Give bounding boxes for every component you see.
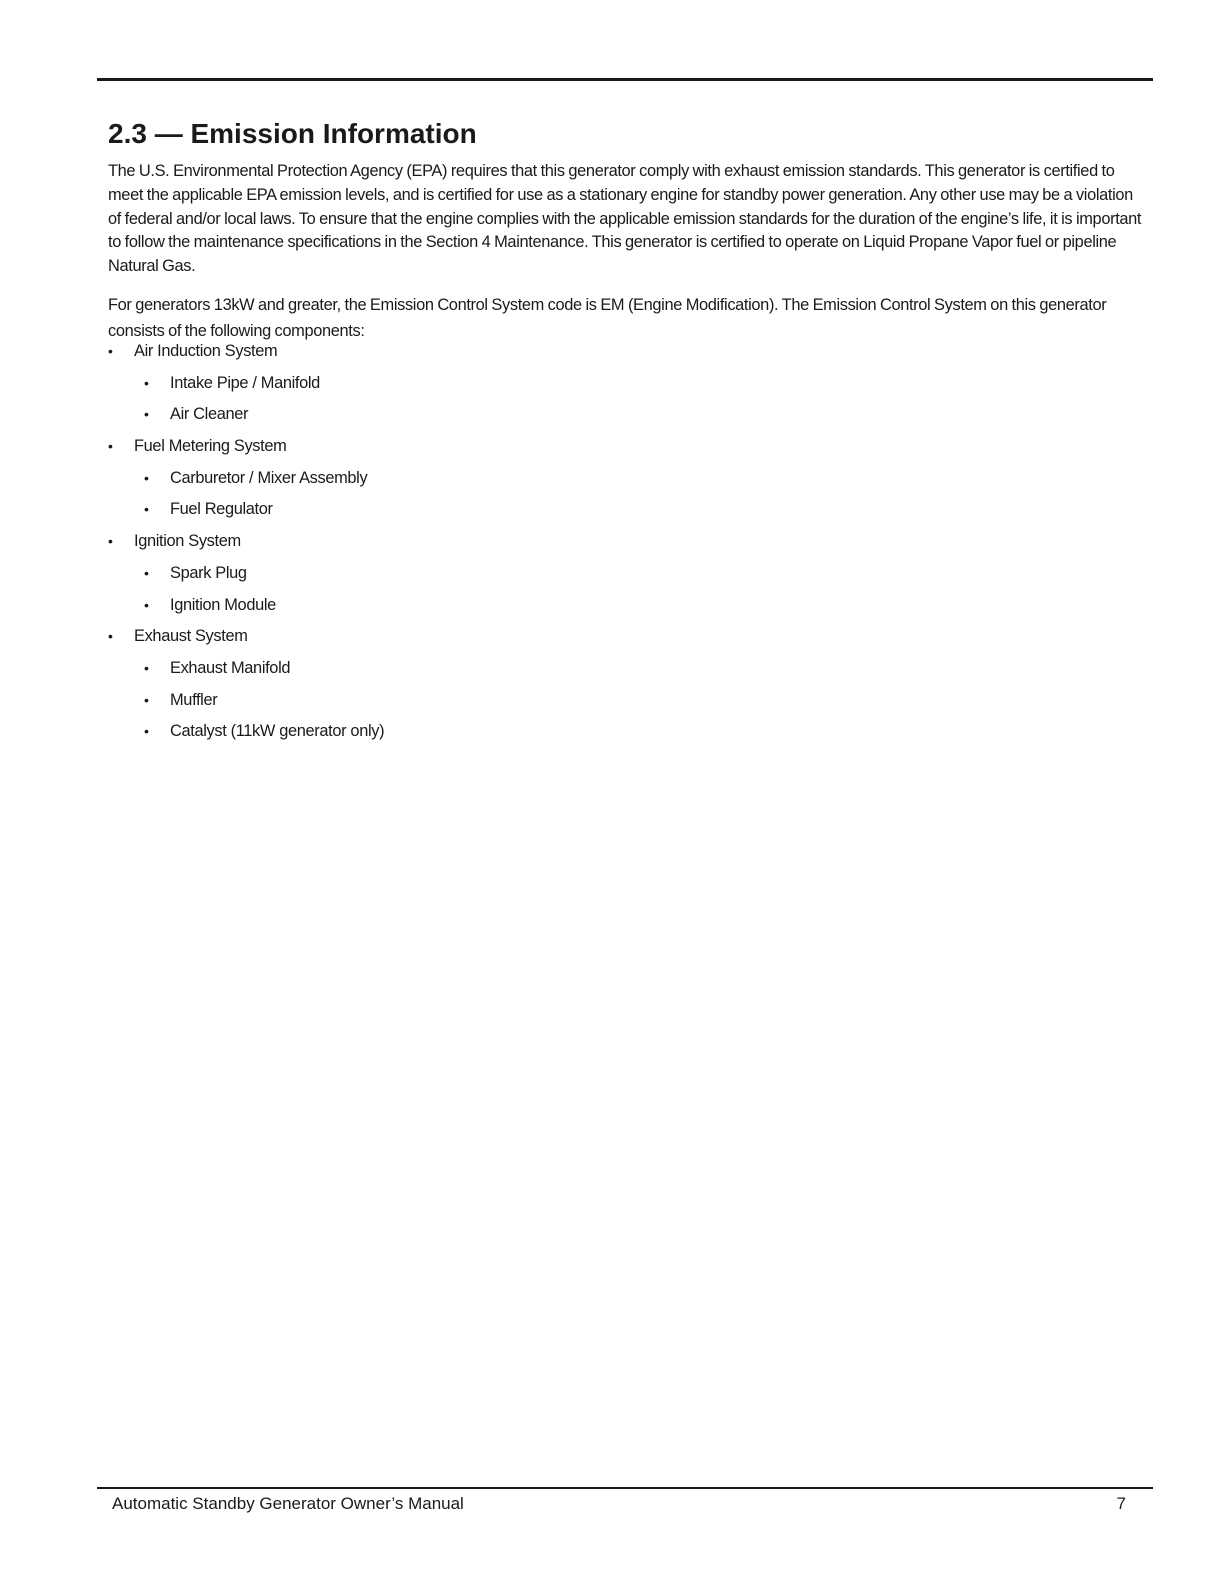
system-label: Air Induction System bbox=[134, 342, 278, 360]
component-label: Ignition Module bbox=[170, 595, 276, 614]
bullet-icon: • bbox=[144, 469, 149, 486]
bullet-icon: • bbox=[108, 438, 113, 455]
bullet-icon: • bbox=[108, 628, 113, 645]
component-item bbox=[108, 402, 808, 434]
component-label: Intake Pipe / Manifold bbox=[170, 373, 320, 392]
component-label: Fuel Regulator bbox=[170, 500, 273, 519]
bullet-icon: • bbox=[144, 596, 149, 613]
bullet-icon: • bbox=[108, 343, 113, 359]
bullet-icon: • bbox=[144, 691, 149, 708]
footer-rule bbox=[97, 1487, 1153, 1489]
component-label: Catalyst (11kW generator only) bbox=[170, 722, 385, 741]
system-label: Exhaust System bbox=[134, 627, 248, 646]
bullet-icon: • bbox=[144, 723, 149, 740]
component-item bbox=[108, 466, 808, 498]
component-label: Muffler bbox=[170, 690, 218, 709]
bullet-icon: • bbox=[108, 533, 113, 550]
system-label: Ignition System bbox=[134, 532, 241, 551]
component-item bbox=[108, 656, 808, 688]
component-label: Spark Plug bbox=[170, 563, 247, 582]
emission-components-list bbox=[108, 339, 808, 751]
section-title: 2.3 — Emission Information bbox=[108, 118, 477, 149]
system-label: Fuel Metering System bbox=[134, 437, 287, 456]
component-item bbox=[108, 719, 808, 751]
component-label: Air Cleaner bbox=[170, 405, 249, 424]
component-item bbox=[108, 497, 808, 529]
bullet-icon: • bbox=[144, 501, 149, 518]
system-item bbox=[108, 339, 808, 371]
page-number: 7 bbox=[1116, 1494, 1126, 1513]
component-item bbox=[108, 371, 808, 403]
bullet-icon: • bbox=[144, 374, 149, 391]
system-item bbox=[108, 624, 808, 656]
bullet-icon: • bbox=[144, 564, 149, 581]
bullet-icon: • bbox=[144, 659, 149, 676]
bullet-icon: • bbox=[144, 406, 149, 423]
intro-paragraph: The U.S. Environmental Protection Agency (EPA) requires that this generator comply with exhaust emission standards. This generator is certified to meet the applicable EPA emission levels, and is certified for use as a stationary engine for standby power generation. Any other use may be a violation of federal and/or local laws. To ensure that the engine complies with the applicable emission standards for the duration of the engine’s life, it is important to follow the maintenance specifications in the Section 4 Maintenance. This generator is certified to operate on Liquid Propane Vapor fuel or pipeline Natural Gas. bbox=[108, 162, 1142, 276]
component-label: Exhaust Manifold bbox=[170, 658, 291, 677]
emission-control-paragraph: For generators 13kW and greater, the Emission Control System code is EM (Engine Modification). The Emission Control System on this generator consists of the following components: bbox=[108, 296, 1107, 340]
component-label: Carburetor / Mixer Assembly bbox=[170, 468, 368, 487]
system-item bbox=[108, 434, 808, 466]
system-item bbox=[108, 529, 808, 561]
component-item bbox=[108, 561, 808, 593]
component-item bbox=[108, 593, 808, 625]
component-item bbox=[108, 688, 808, 720]
header-rule bbox=[97, 78, 1153, 81]
footer-manual-title: Automatic Standby Generator Owner’s Manual bbox=[112, 1494, 464, 1513]
